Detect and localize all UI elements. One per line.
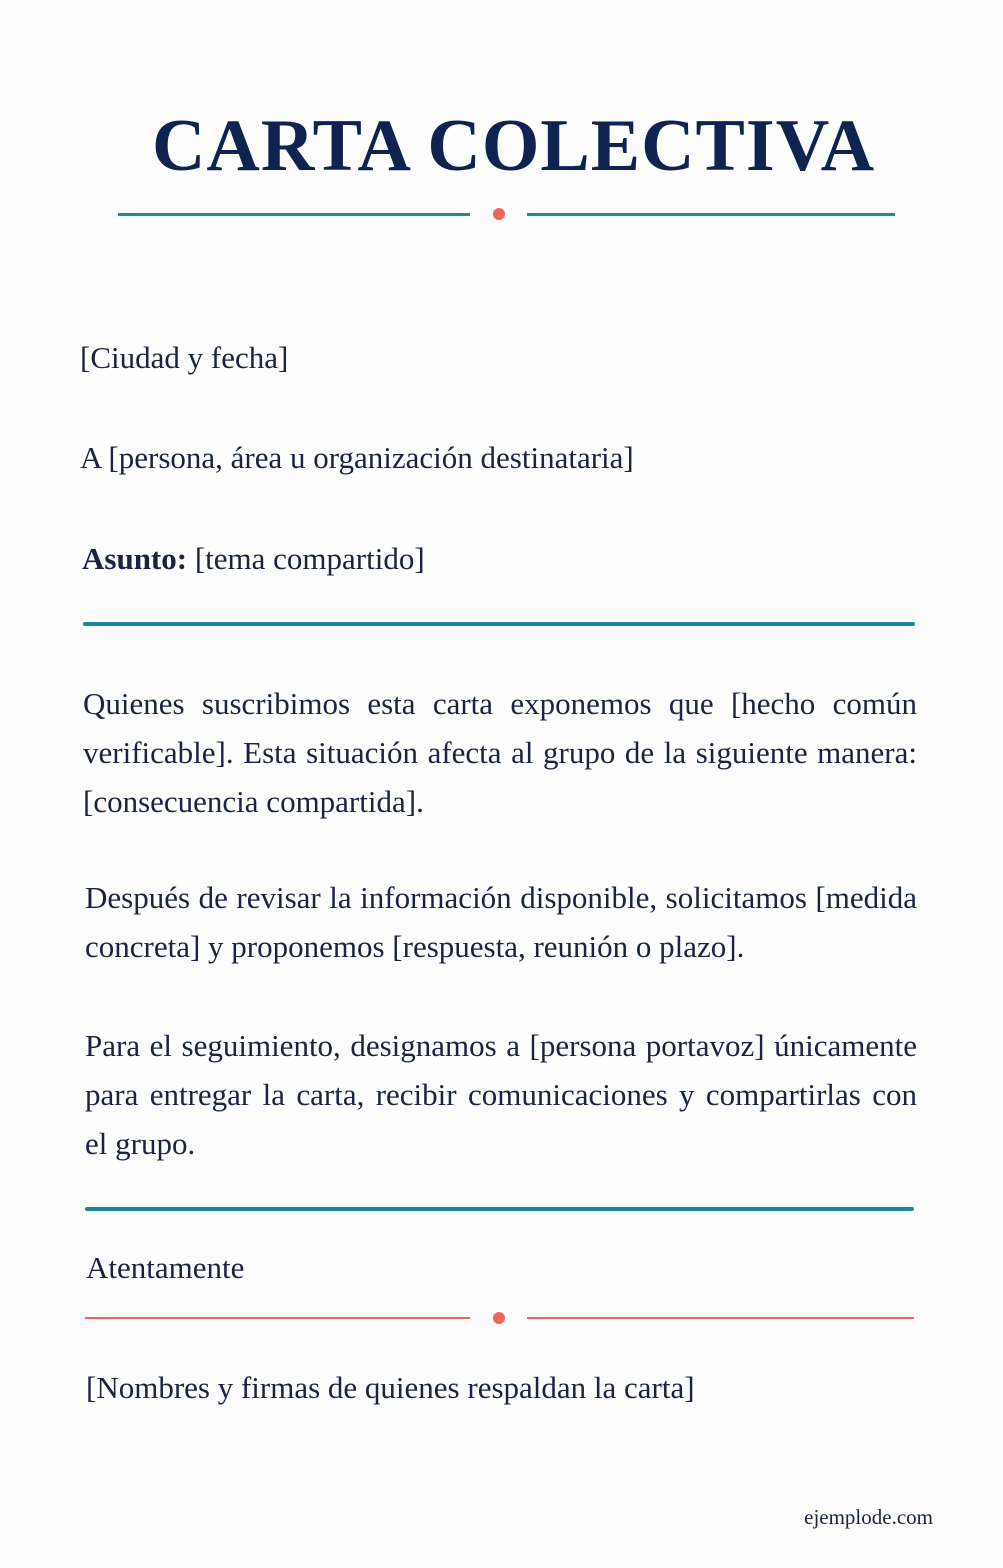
title-divider: [0, 213, 1003, 216]
recipient: A [persona, área u organización destinataria]: [80, 440, 634, 475]
body-paragraph-3: Para el seguimiento, designamos a [persona portavoz] únicamente para entregar la carta, recibir comunicaciones y compartirlas con el grupo.: [85, 1028, 917, 1161]
signature-divider-dot: [493, 1312, 505, 1324]
title-divider-right-line: [527, 213, 895, 216]
subject-value: [tema compartido]: [187, 541, 425, 576]
header-rule: [83, 622, 915, 626]
signature-divider: [0, 1317, 1003, 1320]
signature-divider-left-line: [85, 1317, 470, 1319]
closing-salutation: Atentamente: [86, 1250, 245, 1285]
body-paragraph-1: Quienes suscribimos esta carta exponemos que [hecho común verificable]. Esta situación afecta al grupo de la siguiente manera: [consecuencia compartida].: [83, 686, 917, 819]
signatures-placeholder: [Nombres y firmas de quienes respaldan la carta]: [86, 1370, 695, 1405]
signature-divider-right-line: [527, 1317, 914, 1319]
page-title: CARTA COLECTIVA: [151, 105, 876, 187]
subject-line: [82, 540, 425, 578]
title-divider-dot: [493, 208, 505, 220]
body-paragraph-2: Después de revisar la información disponible, solicitamos [medida concreta] y proponemos [respuesta, reunión o plazo].: [85, 880, 917, 964]
source-footer: ejemplode.com: [804, 1505, 933, 1529]
subject-label: Asunto:: [82, 541, 188, 576]
title-divider-left-line: [118, 213, 470, 216]
city-date: [Ciudad y fecha]: [80, 340, 289, 375]
body-rule: [85, 1207, 914, 1211]
